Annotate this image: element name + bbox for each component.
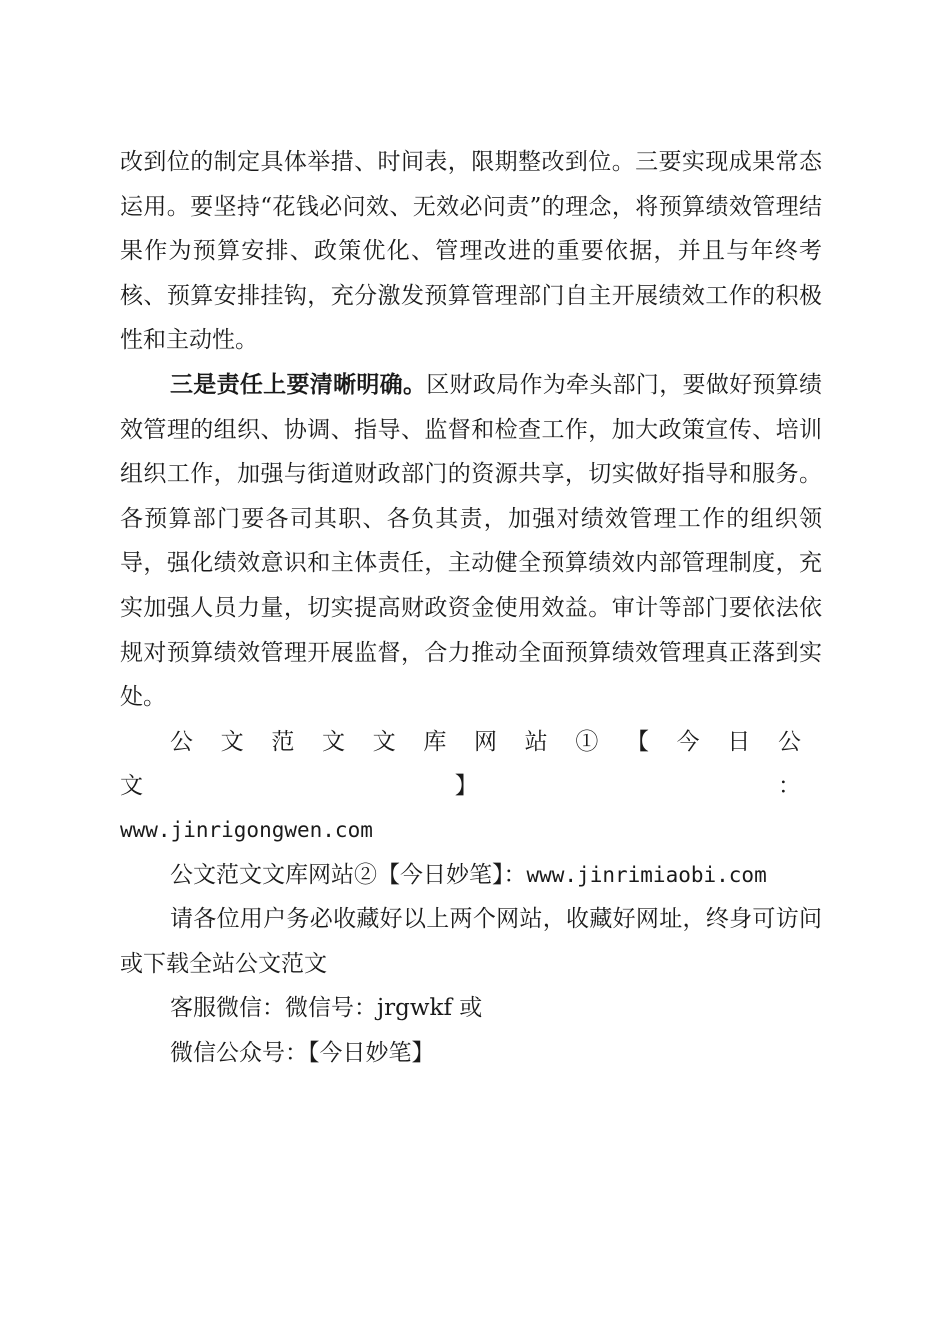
document-page — [120, 140, 822, 1075]
site-2-url[interactable]: www.jinrimiaobi.com — [526, 862, 767, 887]
wechat-service-text: 客服微信：微信号：jrgwkf 或 — [170, 995, 483, 1022]
site-2-line — [120, 853, 822, 898]
wechat-public-text: 微信公众号：【今日妙笔】 — [170, 1039, 435, 1066]
site-1-line — [120, 720, 822, 809]
paragraph-2 — [120, 363, 822, 720]
wechat-public-line — [120, 1031, 822, 1076]
site-1-url[interactable]: www.jinrigongwen.com — [120, 817, 373, 842]
site-2-label: 公文范文文库网站②【今日妙笔】： — [170, 861, 527, 888]
paragraph-2-text: 区财政局作为牵头部门，要做好预算绩效管理的组织、协调、指导、监督和检查工作，加大政策宣传、培训组织工作，加强与街道财政部门的资源共享，切实做好指导和服务。各预算部门要各司其职、各负其责，加强对绩效管理工作的组织领导，强化绩效意识和主体责任，主动健全预算绩效内部管理制度，充实加强人员力量，切实提高财政资金使用效益。审计等部门要依法依规对预算绩效管理开展监督，合力推动全面预算绩效管理真正落到实处。 — [120, 371, 823, 711]
notice-text: 请各位用户务必收藏好以上两个网站，收藏好网址，终身可访问或下载全站公文范文 — [120, 906, 822, 977]
paragraph-2-lead: 三是责任上要清晰明确。 — [170, 370, 427, 398]
paragraph-1 — [120, 140, 822, 363]
notice-paragraph — [120, 897, 822, 986]
paragraph-1-text: 改到位的制定具体举措、时间表，限期整改到位。三要实现成果常态运用。要坚持“花钱必问效、无效必问责”的理念，将预算绩效管理结果作为预算安排、政策优化、管理改进的重要依据，并且与年终考核、预算安排挂钩，充分激发预算管理部门自主开展绩效工作的积极性和主动性。 — [120, 149, 822, 354]
site-1-label: 公文范文文库网站①【今日公文】： — [120, 728, 822, 800]
site-1-url-line — [120, 808, 822, 853]
wechat-service-line — [120, 986, 822, 1031]
